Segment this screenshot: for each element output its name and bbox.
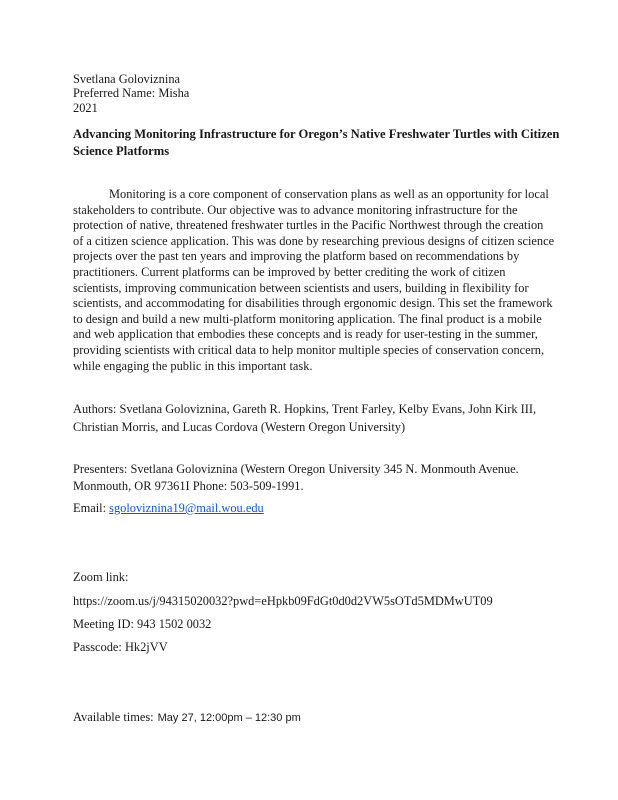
- abstract-line: practitioners. Current platforms can be improved by better crediting the work of citizen: [73, 264, 506, 279]
- email-row: [73, 501, 264, 516]
- abstract-line: stakeholders to contribute. Our objective was to advance monitoring infrastructure for the: [73, 202, 518, 217]
- abstract-line: while engaging the public in this important task.: [73, 358, 313, 373]
- zoom-url: https://zoom.us/j/94315020032?pwd=eHpkb09FdGt0d0d2VW5sOTd5MDMwUT09: [73, 594, 493, 608]
- document-title: [73, 126, 560, 160]
- email-label: Email:: [73, 501, 110, 515]
- presenters-line-1: Presenters: Svetlana Goloviznina (Western Oregon University 345 N. Monmouth Avenue.: [73, 462, 519, 476]
- presenters-section: [73, 461, 519, 495]
- passcode: Passcode: Hk2jVV: [73, 640, 168, 654]
- zoom-link-label: Zoom link:: [73, 570, 129, 584]
- author-name: Svetlana Goloviznina: [73, 72, 181, 86]
- authors-line-2: Christian Morris, and Lucas Cordova (Western Oregon University): [73, 419, 406, 434]
- authors-section: [73, 401, 536, 436]
- abstract-line: scientists, and accommodating for disabilities through ergonomic design. This set the framework: [73, 296, 553, 311]
- abstract-paragraph: [73, 187, 555, 374]
- abstract-line: projects over the past ten years and improving the platform based on recommendations by: [73, 249, 520, 264]
- year: 2021: [73, 100, 98, 115]
- abstract-line: to design and build a new multi-platform monitoring application. The final product is a mobile: [73, 311, 542, 326]
- availability-label: Available times:: [73, 710, 154, 724]
- title-line-1: Advancing Monitoring Infrastructure for Oregon’s Native Freshwater Turtles with Citizen: [73, 127, 560, 141]
- author-header: [73, 72, 189, 115]
- abstract-line: Monitoring is a core component of conservation plans as well as an opportunity for local: [109, 187, 549, 201]
- meeting-id: Meeting ID: 943 1502 0032: [73, 617, 212, 631]
- authors-line-1: Authors: Svetlana Goloviznina, Gareth R. Hopkins, Trent Farley, Kelby Evans, John Kirk III,: [73, 402, 537, 416]
- preferred-name: Preferred Name: Misha: [73, 86, 190, 101]
- abstract-line: scientists, improving communication between scientists and users, building in flexibility for: [73, 280, 529, 295]
- presenters-line-2: Monmouth, OR 97361I Phone: 503-509-1991.: [73, 479, 304, 493]
- availability-row: [73, 710, 301, 725]
- abstract-line: providing scientists with critical data to help monitor multiple species of conservation concern,: [73, 342, 545, 357]
- abstract-line: and web application that embodies these concepts and is ready for user-testing in the summer,: [73, 327, 538, 342]
- availability-times: May 27, 12:00pm – 12:30 pm: [157, 712, 301, 724]
- title-line-2: Science Platforms: [73, 144, 170, 158]
- abstract-line: of a citizen science application. This was done by researching previous designs of citizen science: [73, 233, 555, 248]
- email-link[interactable]: sgoloviznina19@mail.wou.edu: [109, 501, 264, 515]
- abstract-line: protection of native, threatened freshwater turtles in the Pacific Northwest through the creation: [73, 218, 544, 233]
